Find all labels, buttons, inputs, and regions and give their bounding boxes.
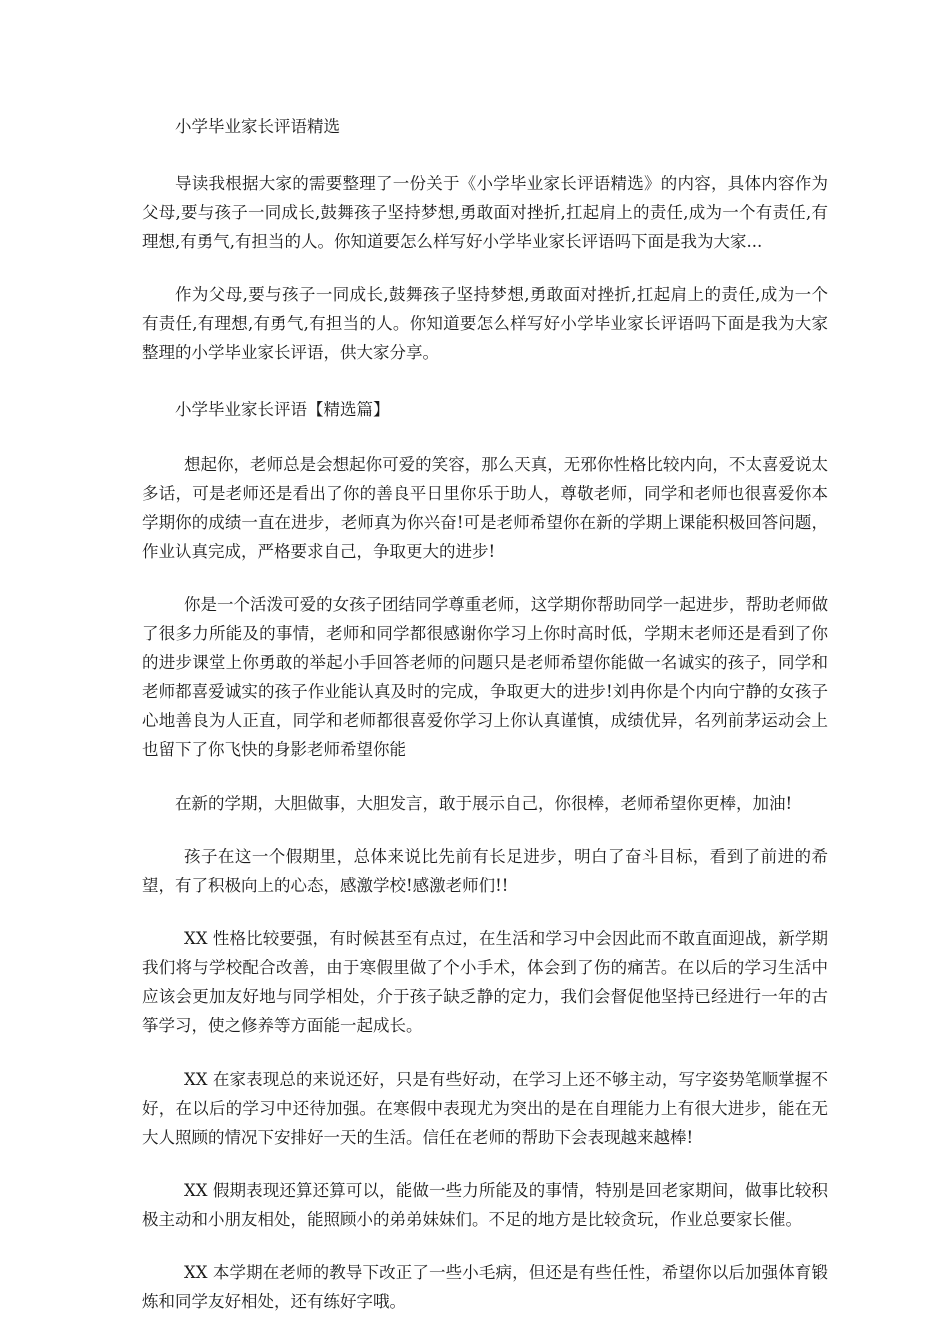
lead-paragraph: 作为父母,要与孩子一同成长,鼓舞孩子坚持梦想,勇敢面对挫折,扛起肩上的责任,成为一个有责任,有理想,有勇气,有担当的人。你知道要怎么样写好小学毕业家长评语吗下面是我为大家整理的小学毕业家长评语，供大家分享。	[142, 285, 828, 362]
comment-paragraph: XX 假期表现还算还算可以，能做一些力所能及的事情，特别是回老家期间，做事比较积极主动和小朋友相处，能照顾小的弟弟妹妹们。不足的地方是比较贪玩，作业总要家长催。	[142, 1181, 828, 1229]
comment-paragraph: 你是一个活泼可爱的女孩子团结同学尊重老师，这学期你帮助同学一起进步，帮助老师做了很多力所能及的事情，老师和同学都很感谢你学习上你时高时低，学期末老师还是看到了你的进步课堂上你勇敢的举起小手回答老师的问题只是老师希望你能做一名诚实的孩子，同学和老师都喜爱诚实的孩子作业能认真及时的完成，争取更大的进步!刘冉你是个内向宁静的女孩子心地善良为人正直，同学和老师都很喜爱你学习上你认真谨慎，成绩优异，名列前茅运动会上也留下了你飞快的身影老师希望你能	[142, 595, 828, 759]
comment-paragraph: XX 本学期在老师的教导下改正了一些小毛病，但还是有些任性，希望你以后加强体育锻炼和同学友好相处，还有练好字哦。	[142, 1263, 828, 1311]
comment-paragraph: XX 性格比较要强，有时候甚至有点过，在生活和学习中会因此而不敢直面迎战，新学期我们将与学校配合改善，由于寒假里做了个小手术，体会到了伤的痛苦。在以后的学习生活中应该会更加友好地与同学相处，介于孩子缺乏静的定力，我们会督促他坚持已经进行一年的古筝学习，使之修养等方面能一起成长。	[142, 929, 828, 1035]
comment-paragraph: XX 在家表现总的来说还好，只是有些好动，在学习上还不够主动，写字姿势笔顺掌握不好，在以后的学习中还待加强。在寒假中表现尤为突出的是在自理能力上有很大进步，能在无大人照顾的情况下安排好一天的生活。信任在老师的帮助下会表现越来越棒!	[142, 1070, 828, 1147]
comment-paragraph: 想起你，老师总是会想起你可爱的笑容，那么天真，无邪你性格比较内向，不太喜爱说太多话，可是老师还是看出了你的善良平日里你乐于助人，尊敬老师，同学和老师也很喜爱你本学期你的成绩一直在进步，老师真为你兴奋!可是老师希望你在新的学期上课能积极回答问题，作业认真完成，严格要求自己，争取更大的进步!	[142, 455, 828, 561]
comment-paragraph: 在新的学期，大胆做事，大胆发言，敢于展示自己，你很棒，老师希望你更棒，加油!	[175, 794, 793, 813]
section-heading: 小学毕业家长评语【精选篇】	[175, 400, 390, 419]
document-page	[142, 112, 828, 1316]
intro-paragraph: 导读我根据大家的需要整理了一份关于《小学毕业家长评语精选》的内容，具体内容作为父母,要与孩子一同成长,鼓舞孩子坚持梦想,勇敢面对挫折,扛起肩上的责任,成为一个有责任,有理想,有勇气,有担当的人。你知道要怎么样写好小学毕业家长评语吗下面是我为大家...	[142, 174, 828, 251]
comment-paragraph: 孩子在这一个假期里，总体来说比先前有长足进步，明白了奋斗目标，看到了前进的希望，有了积极向上的心态，感激学校!感激老师们!!	[142, 847, 828, 895]
document-title: 小学毕业家长评语精选	[175, 117, 340, 136]
